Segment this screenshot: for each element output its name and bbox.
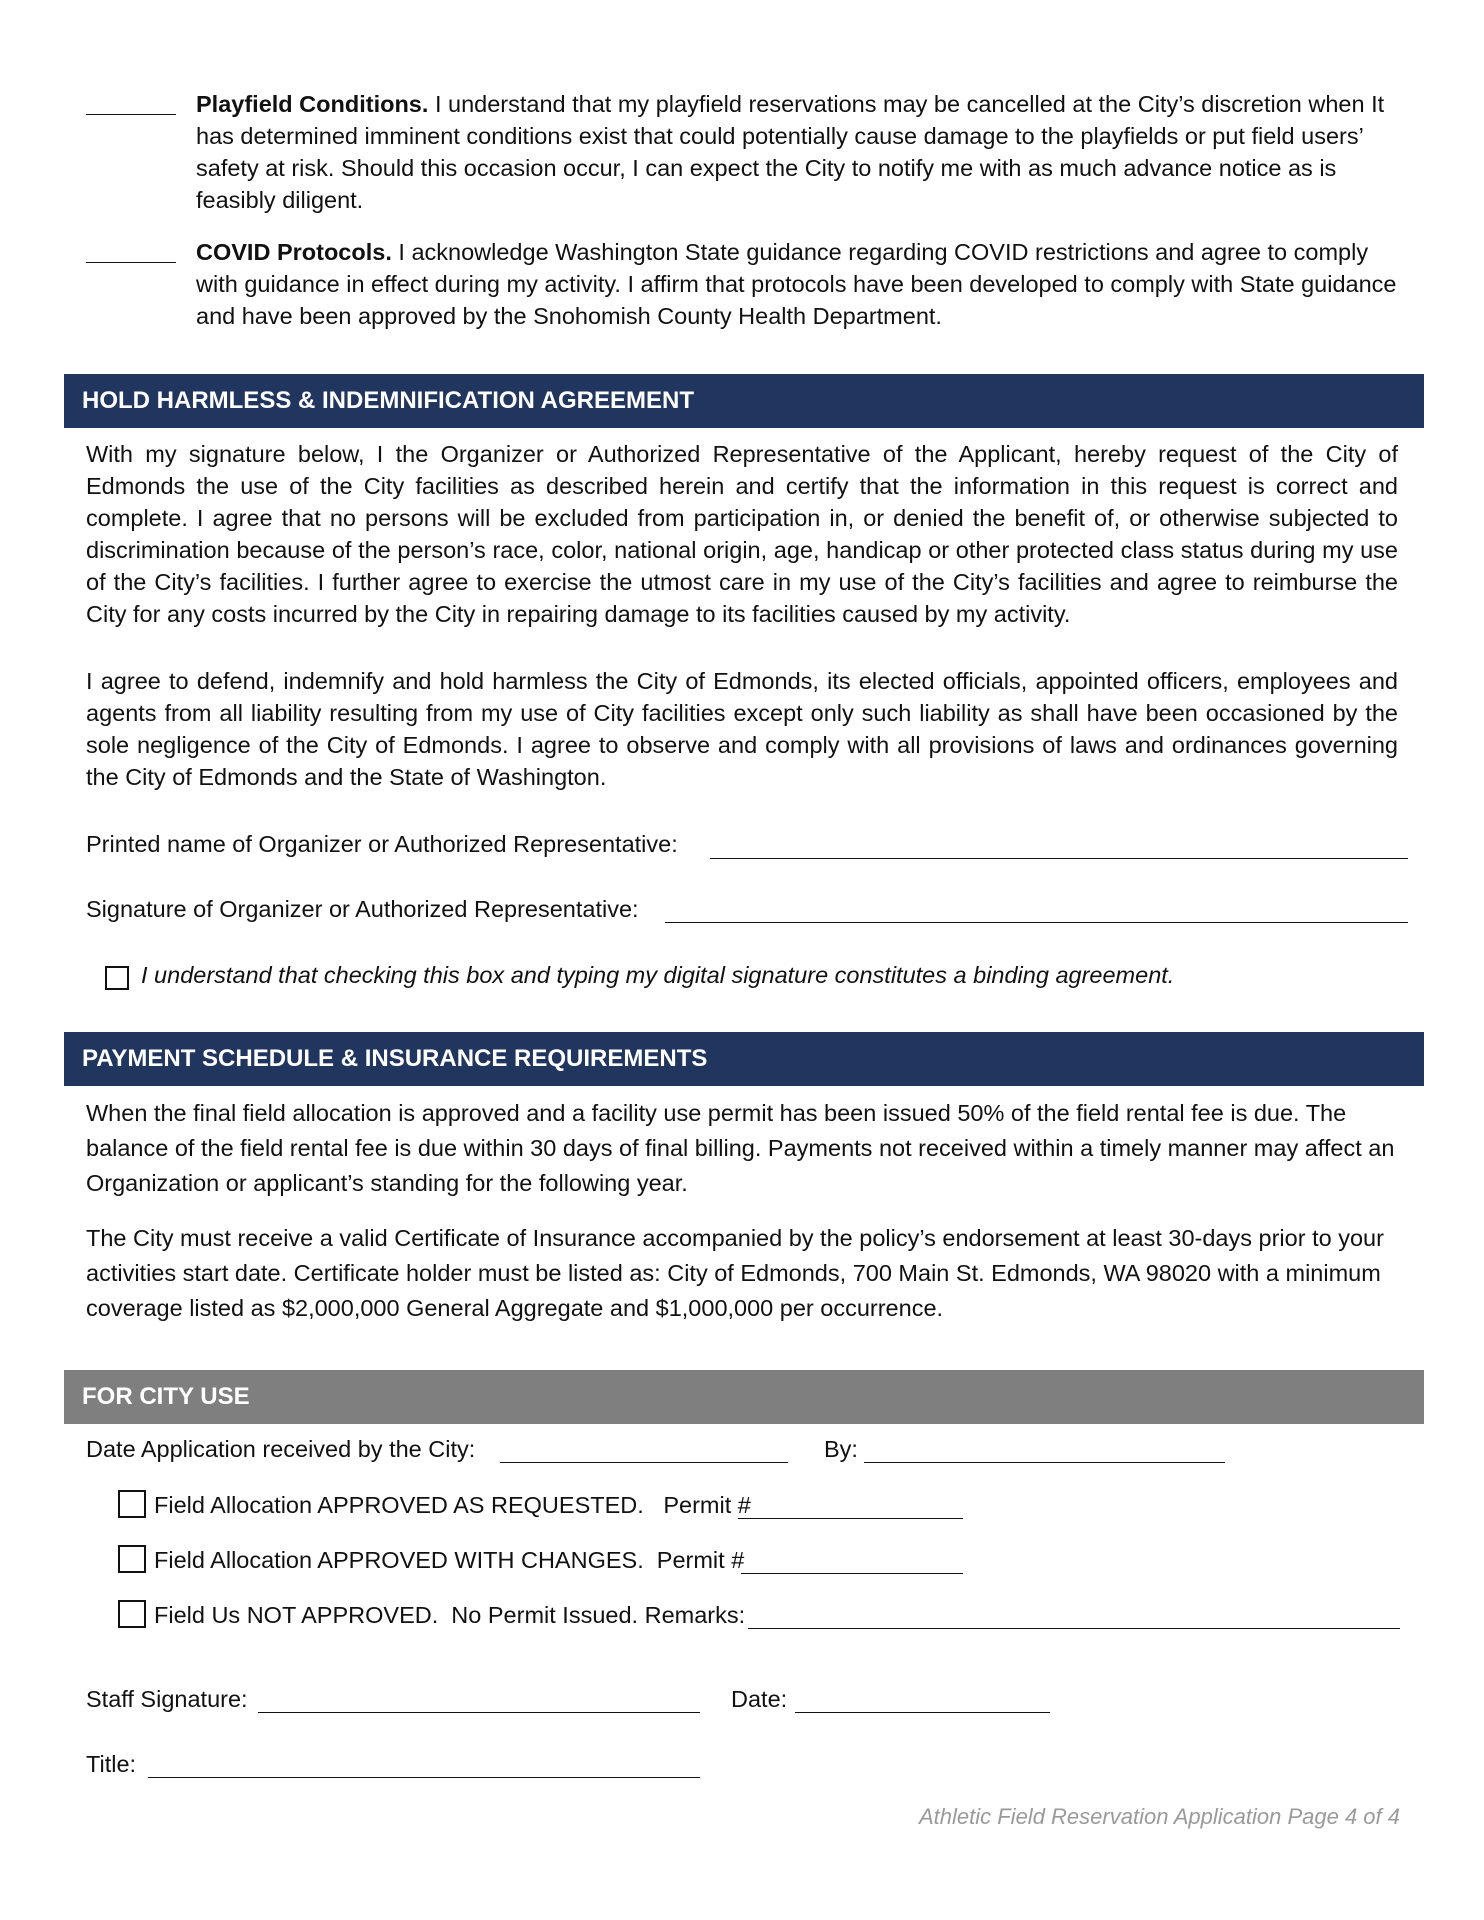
digital-signature-consent-checkbox[interactable] [105,966,129,990]
remarks-field[interactable] [748,1628,1400,1629]
playfield-conditions-paragraph [196,88,1406,216]
city-use-header-text: FOR CITY USE [82,1383,250,1410]
signature-label: Signature of Organizer or Authorized Representative: [86,896,639,922]
signature-field[interactable] [665,922,1408,923]
printed-name-label: Printed name of Organizer or Authorized Representative: [86,831,678,857]
not-approved-checkbox[interactable] [118,1600,146,1628]
initials-field-playfield[interactable] [86,114,176,115]
playfield-conditions-title: Playfield Conditions. [196,91,429,117]
hold-harmless-paragraph-2: I agree to defend, indemnify and hold harmless the City of Edmonds, its elected officials, appointed officers, employees and agents from all liability resulting from my use of City facilities except only such liability as shall have been occasioned by the sole negligence of the City of Edmonds. I agree to observe and comply with all provisions of laws and ordinances governing the City of Edmonds and the State of Washington. [86,668,1398,790]
date-received-field[interactable] [500,1462,788,1463]
page-footer: Athletic Field Reservation Application Page 4 of 4 [918,1804,1400,1829]
printed-name-field[interactable] [710,858,1408,859]
digital-signature-consent-text: I understand that checking this box and typing my digital signature constitutes a binding agreement. [141,962,1175,988]
approved-as-requested-label: Field Allocation APPROVED AS REQUESTED. Permit # [154,1492,751,1518]
approved-as-requested-checkbox[interactable] [118,1490,146,1518]
playfield-conditions-text: I understand that my playfield reservations may be cancelled at the City’s discretion when It has determined imminent conditions exist that could potentially cause damage to the playfields or put field users’ safety at risk. Should this occasion occur, I can expect the City to notify me with as much advance notice as is feasibly diligent. [196,91,1385,213]
payment-schedule-header-text: PAYMENT SCHEDULE & INSURANCE REQUIREMENTS [82,1045,708,1072]
hold-harmless-header [64,374,1424,428]
staff-signature-field[interactable] [258,1712,700,1713]
permit-number-field-1[interactable] [738,1518,963,1519]
not-approved-label: Field Us NOT APPROVED. No Permit Issued. Remarks: [154,1602,746,1628]
by-field[interactable] [864,1462,1225,1463]
city-use-header [64,1370,1424,1424]
permit-number-field-2[interactable] [741,1573,963,1574]
payment-paragraph-1: When the final field allocation is approved and a facility use permit has been issued 50% of the field rental fee is due. The balance of the field rental fee is due within 30 days of final billing. Payments not received within a timely manner may affect an Organization or applicant’s standing for the following year. [86,1100,1395,1196]
approved-with-changes-checkbox[interactable] [118,1545,146,1573]
insurance-paragraph: The City must receive a valid Certificate of Insurance accompanied by the policy’s endorsement at least 30-days prior to your activities start date. Certificate holder must be listed as: City of Edmonds, 700 Main St. Edmonds, WA 98020 with a minimum coverage listed as $2,000,000 General Aggregate and $1,000,000 per occurrence. [86,1225,1384,1321]
staff-title-field[interactable] [148,1777,700,1778]
covid-protocols-text: I acknowledge Washington State guidance regarding COVID restrictions and agree to comply with guidance in effect during my activity. I affirm that protocols have been developed to comply with State guidance and have been approved by the Snohomish County Health Department. [196,239,1397,329]
staff-signature-label: Staff Signature: [86,1686,248,1712]
date-received-label: Date Application received by the City: [86,1436,476,1462]
approved-with-changes-label: Field Allocation APPROVED WITH CHANGES. Permit # [154,1547,745,1573]
staff-date-label: Date: [731,1686,788,1712]
staff-date-field[interactable] [795,1712,1050,1713]
hold-harmless-header-text: HOLD HARMLESS & INDEMNIFICATION AGREEMENT [82,387,694,414]
covid-protocols-paragraph [196,236,1406,332]
initials-field-covid[interactable] [86,262,176,263]
covid-protocols-title: COVID Protocols. [196,239,392,265]
by-label: By: [824,1436,858,1462]
hold-harmless-paragraph-1: With my signature below, I the Organizer or Authorized Representative of the Applicant, hereby request of the City of Edmonds the use of the City facilities as described herein and certify that the information in this request is correct and complete. I agree that no persons will be excluded from participation in, or denied the benefit of, or otherwise subjected to discrimination because of the person’s race, color, national origin, age, handicap or other protected class status during my use of the City’s facilities. I further agree to exercise the utmost care in my use of the City’s facilities and agree to reimburse the City for any costs incurred by the City in repairing damage to its facilities caused by my activity. [86,441,1398,627]
payment-schedule-header [64,1032,1424,1086]
staff-title-label: Title: [86,1751,137,1777]
